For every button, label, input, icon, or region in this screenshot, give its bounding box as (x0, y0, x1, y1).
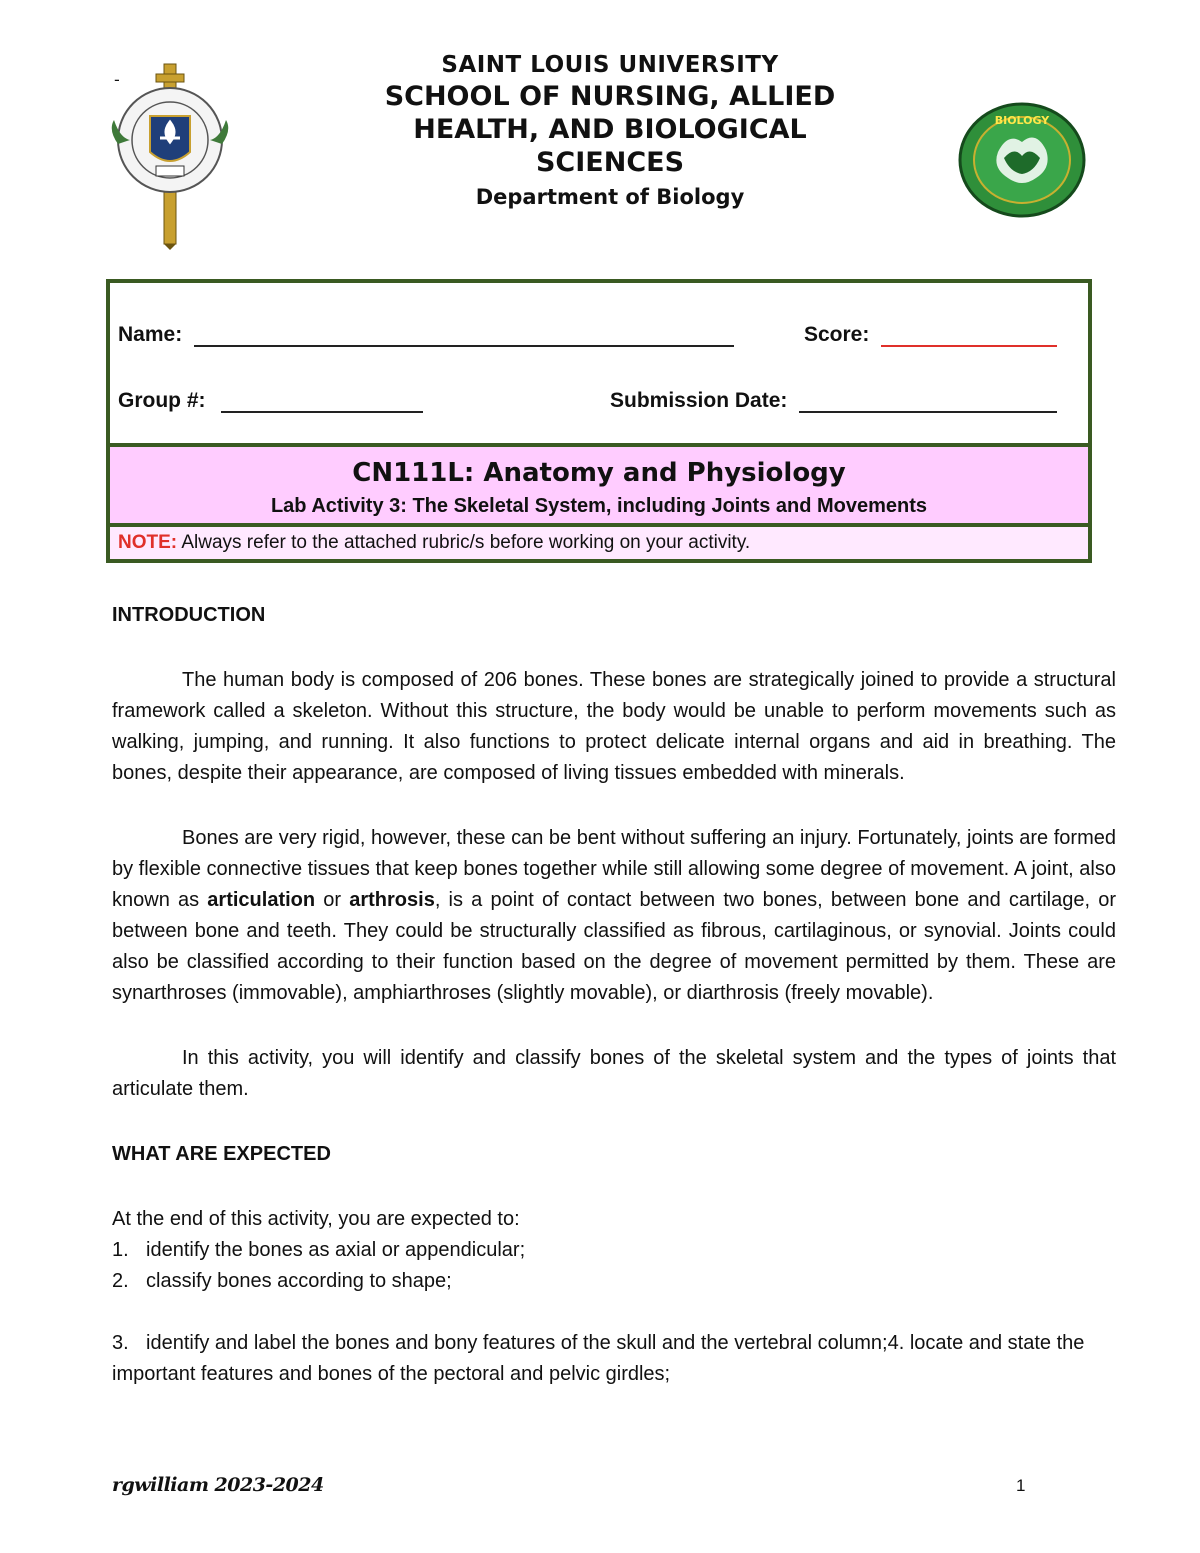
note-text: Always refer to the attached rubric/s before working on your activity. (177, 532, 751, 553)
list-item: 3. identify and label the bones and bony features of the skull and the vertebral column;4. locate and state the important features and bones of the pectoral and pelvic girdles; (112, 1332, 1085, 1385)
expected-heading: WHAT ARE EXPECTED (112, 1143, 331, 1165)
intro-paragraph-1: The human body is composed of 206 bones. These bones are strategically joined to provide a structural framework called a skeleton. Without this structure, the body would be unable to perform movements such as walking, jumping, and running. It also functions to protect delicate internal organs and aid in breathing. The bones, despite their appearance, are composed of living tissues embedded with minerals. (112, 669, 1116, 784)
score-row (804, 323, 1057, 347)
name-label: Name: (118, 323, 183, 346)
score-label: Score: (804, 323, 870, 346)
note-label: NOTE: (118, 532, 178, 553)
footer-author: rgwilliam 2023-2024 (112, 1474, 324, 1496)
introduction-heading: INTRODUCTION (112, 604, 266, 626)
term-articulation: articulation (207, 889, 316, 911)
submission-row (610, 389, 1057, 413)
institution-header (310, 50, 910, 211)
score-field[interactable] (881, 323, 1057, 347)
intro-paragraph-2: Bones are very rigid, however, these can be bent without suffering an injury. Fortunately, joints are formed by flexible connective tissues that keep bones together while still allowing some degree of movement. A joint, also known as articulation or arthrosis, is a point of contact between two bones, between bone and cartilage, or between bone and teeth. They could be structurally classified as fibrous, cartilaginous, or synovial. Joints could also be classified according to their function based on the degree of movement permitted by them. These are synarthroses (immovable), amphiarthroses (slightly movable), or diarthrosis (freely movable). (112, 827, 1116, 1004)
list-item: 1. identify the bones as axial or appendicular; (112, 1239, 526, 1261)
biology-seal-icon (958, 102, 1086, 218)
activity-title: Lab Activity 3: The Skeletal System, including Joints and Movements (270, 495, 928, 517)
stray-dash: - (114, 70, 120, 89)
name-row (118, 323, 734, 347)
department-name: Department of Biology (475, 185, 745, 209)
student-info-box (106, 279, 1092, 563)
expected-lead: At the end of this activity, you are expected to: (112, 1208, 520, 1230)
group-label: Group #: (118, 389, 206, 412)
school-name-line3: SCIENCES (535, 147, 685, 178)
group-row (118, 389, 423, 413)
group-field[interactable] (221, 389, 423, 413)
school-name-line2: HEALTH, AND BIOLOGICAL (413, 114, 807, 145)
university-seal-icon (100, 60, 240, 250)
name-field[interactable] (194, 323, 734, 347)
list-item: 2. classify bones according to shape; (112, 1270, 452, 1292)
submission-date-field[interactable] (799, 389, 1057, 413)
note-bar (110, 527, 1088, 559)
objectives-list (112, 1235, 1116, 1390)
biology-seal-text: BIOLOGY (994, 114, 1050, 127)
school-name-line1: SCHOOL OF NURSING, ALLIED (384, 81, 836, 112)
submission-label: Submission Date: (610, 389, 788, 412)
page-number: 1 (1016, 1476, 1026, 1495)
course-title: CN111L: Anatomy and Physiology (352, 458, 846, 488)
university-name: SAINT LOUIS UNIVERSITY (441, 52, 779, 78)
document-body (112, 600, 1116, 1390)
intro-paragraph-3: In this activity, you will identify and classify bones of the skeletal system and the types of joints that articulate them. (112, 1047, 1116, 1100)
term-arthrosis: arthrosis (349, 889, 435, 911)
course-band (110, 447, 1088, 523)
